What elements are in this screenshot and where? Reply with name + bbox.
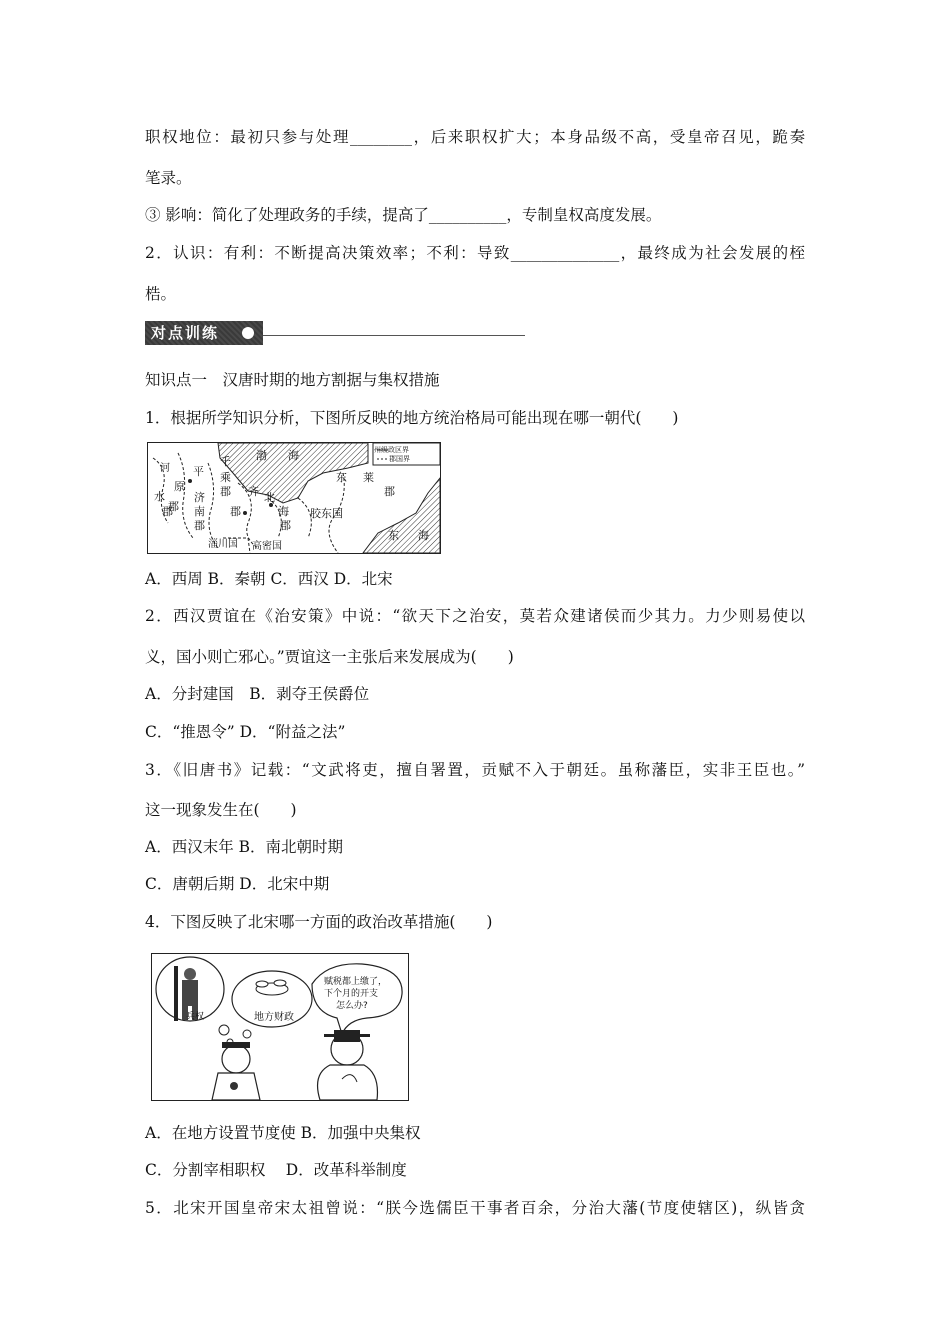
text-line: 梏。 (145, 285, 177, 303)
label-caizheng: 地方财政 (254, 1012, 294, 1023)
question-3-options-cd: C．唐朝后期 D．北宋中期 (145, 875, 330, 893)
map-legend-1: 州级政区界 (374, 446, 409, 454)
map-label: 乘 (220, 471, 231, 484)
section-divider (263, 335, 525, 336)
map-label: 平 (193, 465, 204, 478)
bullet-icon (242, 327, 254, 339)
map-label: 莱 (363, 471, 374, 484)
map-label: 郡 (230, 505, 241, 518)
question-4-options-ab: A．在地方设置节度使 B．加强中央集权 (145, 1124, 421, 1142)
map-label: 齐 (248, 485, 259, 498)
question-3-line-2: 这一现象发生在( ) (145, 801, 297, 819)
map-label: 海 (278, 505, 289, 518)
text-line: 2．认识：有利：不断提高决策效率；不利：导致______________，最终成为社会发展的桎 (145, 244, 805, 262)
map-label: 原 (174, 480, 185, 493)
speech-line-3: 怎么办? (336, 1001, 368, 1011)
question-2-line-1: 2．西汉贾谊在《治安策》中说：“欲天下之治安，莫若众建诸侯而少其力。力少则易使以 (145, 607, 805, 625)
label-bing: 兵权 (186, 1012, 205, 1022)
map-label: 淄川国 (208, 539, 238, 550)
emperor-head (222, 1045, 250, 1073)
map-label: 渤 (256, 449, 267, 462)
section-title: 对点训练 (145, 321, 263, 345)
map-label: 东 (388, 529, 399, 542)
knowledge-point-heading: 知识点一 汉唐时期的地方割据与集权措施 (145, 371, 440, 389)
song-cartoon-figure (151, 953, 409, 1101)
map-legend-2: 郡国界 (389, 455, 410, 463)
song-cartoon (152, 954, 408, 1100)
map-label: 郡 (194, 519, 205, 532)
question-1-stem: 1．根据所学知识分析，下图所反映的地方统治格局可能出现在哪一朝代( ) (145, 409, 679, 427)
map-label: 济 (194, 491, 205, 504)
text-line: 职权地位：最初只参与处理________，后来职权扩大；本身品级不高，受皇帝召见，跪奏 (145, 128, 805, 146)
map-label: 南 (194, 505, 205, 518)
map-label: 北 (264, 491, 275, 504)
question-2-options-ab: A．分封建国 B．剥夺王侯爵位 (145, 685, 370, 703)
map-label: 海 (288, 449, 299, 462)
speech-line-1: 赋税都上缴了， (324, 977, 388, 987)
han-map (148, 443, 440, 553)
question-2-line-2: 义，国小则亡邪心。”贾谊这一主张后来发展成为( ) (145, 648, 514, 666)
map-label: 郡 (280, 519, 291, 532)
map-label: 海 (418, 529, 429, 542)
question-2-options-cd: C．“推恩令” D．“附益之法” (145, 723, 346, 741)
speech-line-2: 下个月的开支 (324, 989, 379, 999)
map-label: 东 (336, 471, 347, 484)
question-3-line-1: 3．《旧唐书》记载：“文武将吏，擅自署置，贡赋不入于朝廷。虽称藩臣，实非王臣也。” (145, 761, 805, 779)
han-map-figure (147, 442, 441, 554)
map-label: 郡 (384, 485, 395, 498)
map-label: 胶东国 (310, 507, 343, 520)
map-label: 郡 (162, 505, 173, 518)
question-1-options: A．西周 B．秦朝 C．西汉 D．北宋 (145, 570, 393, 588)
map-label: 水 (154, 490, 165, 503)
question-4-stem: 4．下图反映了北宋哪一方面的政治改革措施( ) (145, 913, 493, 931)
text-line: ③ 影响：简化了处理政务的手续，提高了__________，专制皇权高度发展。 (145, 206, 662, 224)
map-label: 郡 (168, 500, 179, 513)
map-label: 郡 (220, 485, 231, 498)
map-label: 高密国 (252, 541, 282, 552)
question-3-options-ab: A．西汉末年 B．南北朝时期 (145, 838, 344, 856)
question-5-line-1: 5．北宋开国皇帝宋太祖曾说：“朕今选儒臣干事者百余，分治大藩(节度使辖区)，纵皆贪 (145, 1199, 805, 1217)
question-4-options-cd: C．分割宰相职权 D．改革科举制度 (145, 1161, 407, 1179)
map-label: 千 (220, 455, 231, 468)
text-line: 笔录。 (145, 169, 192, 187)
map-label: 河 (160, 463, 170, 474)
